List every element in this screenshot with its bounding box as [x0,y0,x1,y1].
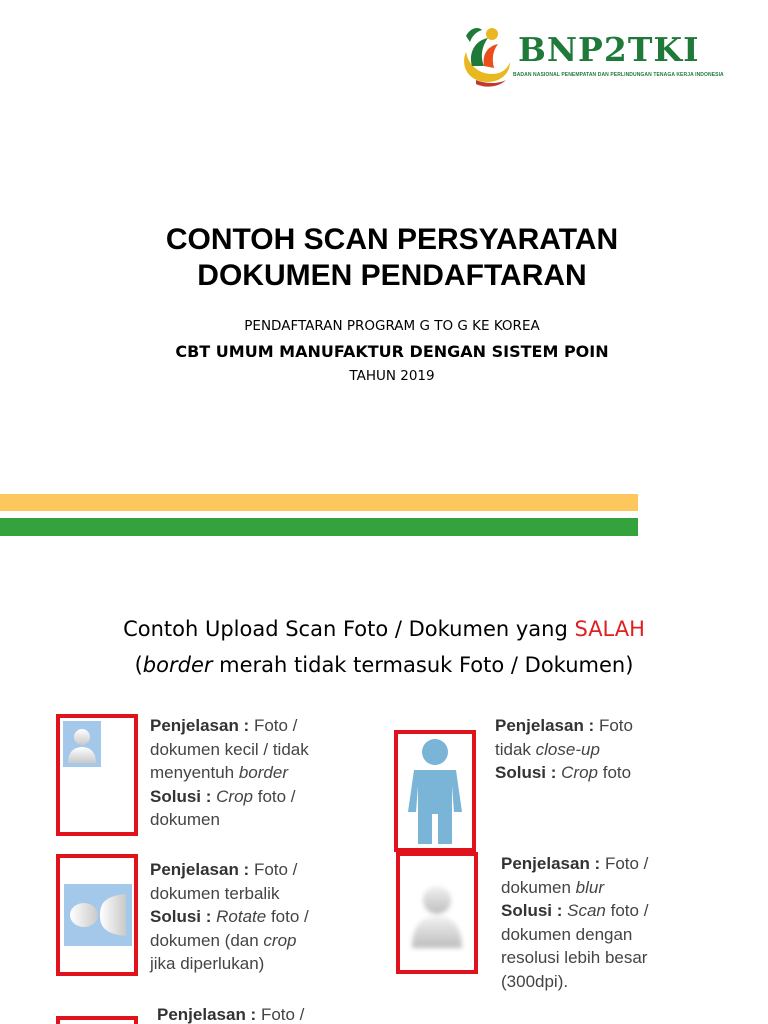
bnp2tki-emblem-icon [458,22,516,88]
text: dokumen [501,877,576,897]
person-icon [400,856,474,970]
explanation-label: Penjelasan : [501,854,601,873]
example-rotated-line-2: dokumen terbalik [150,883,280,903]
italic-text: Crop [216,786,253,806]
title-line-2: DOKUMEN PENDAFTARAN [197,259,587,292]
example-partial-line-1 [157,1003,304,1024]
divider-band-yellow [0,494,638,511]
example-not-closeup-line-1 [495,714,633,738]
program-name: PENDAFTARAN PROGRAM G TO G KE KOREA [244,318,540,334]
heading-rest: merah tidak termasuk Foto / Dokumen) [212,653,634,677]
person-icon [63,721,101,767]
text: dokumen (dan [150,930,264,950]
text: foto / [253,786,296,806]
solution-label: Solusi : [501,901,563,920]
italic-text: Crop [561,763,598,782]
text: Foto / [600,854,649,873]
logo-name: BNP2TKI [518,30,700,69]
heading-italic: border [142,653,213,677]
text: Foto / [249,716,298,735]
example-small-line-4 [150,785,309,809]
italic-text: crop [263,930,297,950]
example-rotated-frame [56,854,138,976]
example-not-closeup-text [495,714,633,785]
bnp2tki-logo [458,22,748,90]
example-blur-line-5: resolusi lebih besar [501,948,648,967]
solution-label: Solusi : [150,786,212,806]
example-blur-line-1 [501,852,648,876]
logo-subtitle: BADAN NASIONAL PENEMPATAN DAN PERLINDUNGAN TENAGA KERJA INDONESIA [513,72,724,78]
text: foto / [266,907,309,926]
example-blur-line-3 [501,899,648,923]
example-blur-line-2 [501,876,648,900]
italic-text: Rotate [216,907,267,926]
example-small-text [150,714,309,832]
example-rotated-line-3 [150,905,309,929]
text: Foto [594,716,633,735]
example-rotated-line-1 [150,858,309,882]
example-small-line-3 [150,761,309,785]
example-rotated-text [150,858,309,976]
example-rotated-line-5: jika diperlukan) [150,954,265,973]
italic-text: border [238,763,288,782]
italic-text: close-up [535,739,600,759]
text: tidak [495,739,536,759]
explanation-label: Penjelasan : [495,716,595,735]
text: Foto / [256,1005,305,1024]
example-small-line-2: dokumen kecil / tidak [150,739,309,759]
heading-paren: ( [134,653,143,677]
person-icon [398,734,472,848]
heading-text: Contoh Upload Scan Foto / Dokumen yang [123,617,575,641]
example-not-closeup-line-2 [495,738,633,762]
explanation-label: Penjelasan : [150,860,250,879]
text: Foto / [249,860,298,879]
example-small-photo [63,721,101,767]
example-blur-frame [396,852,478,974]
text: menyentuh [150,763,239,782]
solution-label: Solusi : [495,763,557,782]
italic-text: Scan [567,901,606,920]
example-not-closeup-frame [394,730,476,852]
section-heading-line-1 [0,614,768,644]
example-small-line-5: dokumen [150,810,220,829]
example-partial-frame [56,1016,138,1024]
example-small-line-1 [150,714,309,738]
example-rotated-photo [64,884,132,946]
italic-text: blur [575,877,605,897]
example-blur-line-6: (300dpi). [501,971,569,991]
example-blur-text [501,852,648,993]
section-heading-line-2 [0,650,768,680]
explanation-label: Penjelasan : [150,716,250,735]
title-line-1: CONTOH SCAN PERSYARATAN [165,223,619,256]
example-rotated-line-4 [150,929,309,953]
program-category: CBT UMUM MANUFAKTUR DENGAN SISTEM POIN [175,342,609,361]
example-small-frame [56,714,138,836]
program-year: TAHUN 2019 [349,368,435,384]
solution-label: Solusi : [150,907,212,926]
text: foto [598,763,632,782]
person-icon [64,884,132,946]
example-partial-text [157,1003,304,1024]
divider-band-green [0,518,638,536]
explanation-label: Penjelasan : [157,1005,257,1024]
heading-highlight: SALAH [574,617,645,641]
text: foto / [605,901,649,920]
example-blur-line-4: dokumen dengan [501,924,633,944]
page-title [0,222,768,294]
example-not-closeup-line-3 [495,761,633,785]
